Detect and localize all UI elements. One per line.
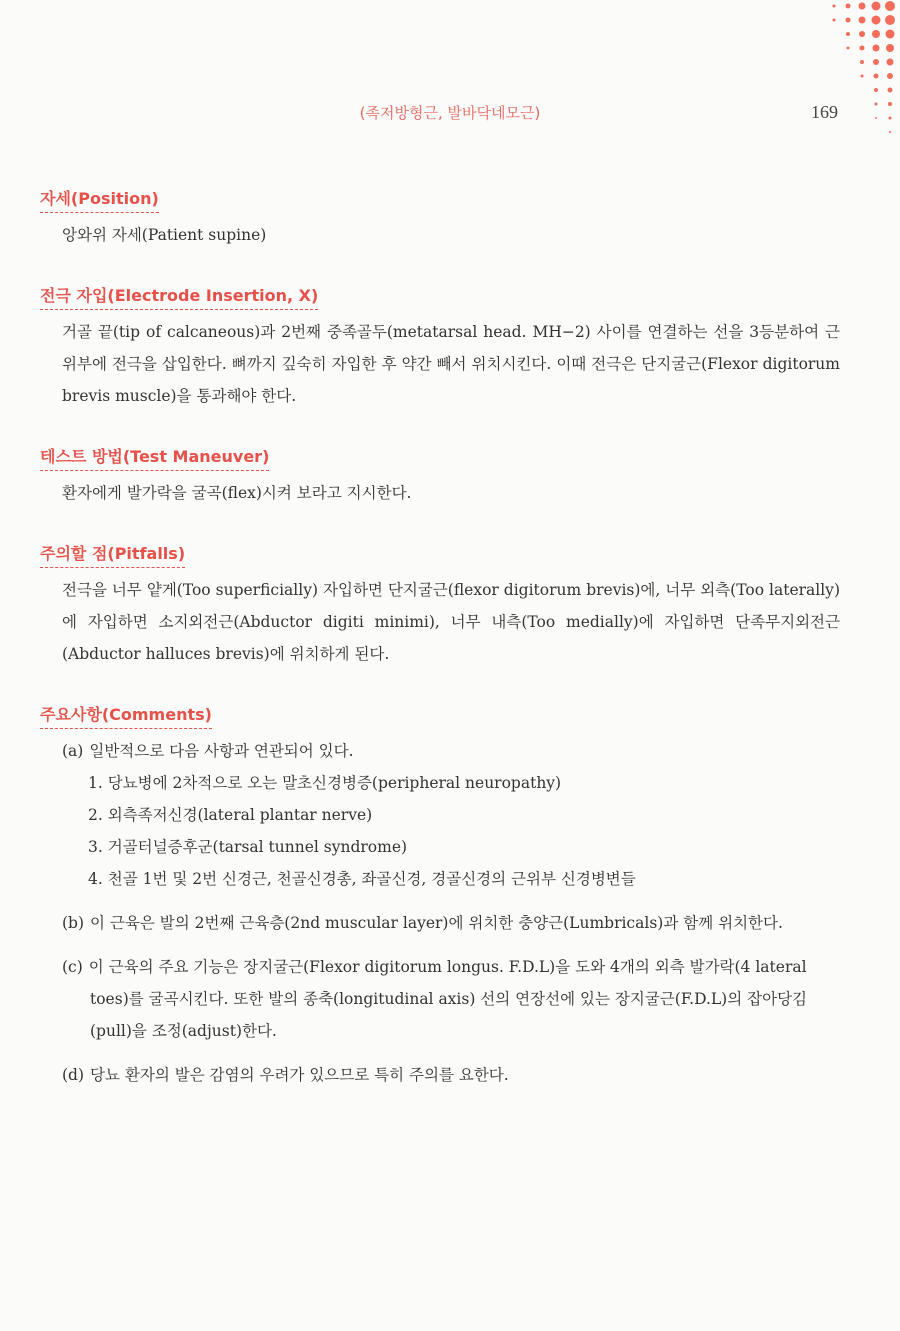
- comment-label: (b): [62, 914, 85, 932]
- section-test-maneuver: [40, 444, 840, 509]
- comment-a-list: [40, 767, 840, 895]
- comment-a: [62, 735, 840, 767]
- comment-text: 당뇨 환자의 발은 감염의 우려가 있으므로 특히 주의를 요한다.: [90, 1066, 509, 1084]
- comment-label: (c): [62, 958, 83, 976]
- page-number: 169: [811, 102, 838, 122]
- comment-text: 이 근육의 주요 기능은 장지굴근(Flexor digitorum longus. F.D.L)을 도와 4개의 외측 발가락(4 lateral toes)를 굴곡시킨다. 또한 발의 종축(longitudinal axis) 선의 연장선에 있는 장지굴근(F.D.L)의 잡아당김(pull)을 조정(adjust)한다.: [88, 958, 808, 1040]
- comment-text: 이 근육은 발의 2번째 근육층(2nd muscular layer)에 위치한 충양근(Lumbricals)과 함께 위치한다.: [90, 914, 783, 932]
- comment-text: 일반적으로 다음 사항과 연관되어 있다.: [89, 742, 354, 760]
- section-heading: 주의할 점(Pitfalls): [40, 541, 185, 568]
- section-heading: 주요사항(Comments): [40, 702, 212, 729]
- section-text: 환자에게 발가락을 굴곡(flex)시켜 보라고 지시한다.: [62, 484, 412, 502]
- comment-d: [62, 1059, 840, 1091]
- section-comments: [40, 702, 840, 1091]
- comment-b: [62, 907, 840, 939]
- section-electrode-insertion: [40, 283, 840, 412]
- comment-label: (a): [62, 742, 84, 760]
- decorative-dot-pattern: [790, 0, 900, 150]
- section-pitfalls: [40, 541, 840, 670]
- section-text: 앙와위 자세(Patient supine): [62, 226, 267, 244]
- section-heading: 테스트 방법(Test Maneuver): [40, 444, 269, 471]
- section-heading: 전극 자입(Electrode Insertion, X): [40, 283, 318, 310]
- list-item: 2. 외측족저신경(lateral plantar nerve): [88, 806, 373, 824]
- section-position: [40, 186, 840, 251]
- comment-c: [62, 951, 840, 1047]
- list-item: 3. 거골터널증후군(tarsal tunnel syndrome): [88, 838, 408, 856]
- section-text: 전극을 너무 얕게(Too superficially) 자입하면 단지굴근(flexor digitorum brevis)에, 너무 외측(Too laterally)에 자입하면 소지외전근(Abductor digiti minimi), 너무 내측(Too medially)에 자입하면 단족무지외전근(Abductor halluces brevis)에 위치하게 된다.: [62, 581, 840, 663]
- running-head: (족저방형근, 발바닥네모근): [359, 104, 541, 122]
- section-text: 거골 끝(tip of calcaneous)과 2번째 중족골두(metatarsal head. MH−2) 사이를 연결하는 선을 3등분하여 근위부에 전극을 삽입한다. 뼈까지 깊숙히 자입한 후 약간 빼서 위치시킨다. 이때 전극은 단지굴근(Flexor digitorum brevis muscle)을 통과해야 한다.: [62, 323, 840, 405]
- section-heading: 자세(Position): [40, 186, 159, 213]
- list-item: 1. 당뇨병에 2차적으로 오는 말초신경병증(peripheral neuropathy): [88, 774, 562, 792]
- list-item: 4. 천골 1번 및 2번 신경근, 천골신경총, 좌골신경, 경골신경의 근위부 신경병변들: [88, 870, 636, 888]
- comment-label: (d): [62, 1066, 85, 1084]
